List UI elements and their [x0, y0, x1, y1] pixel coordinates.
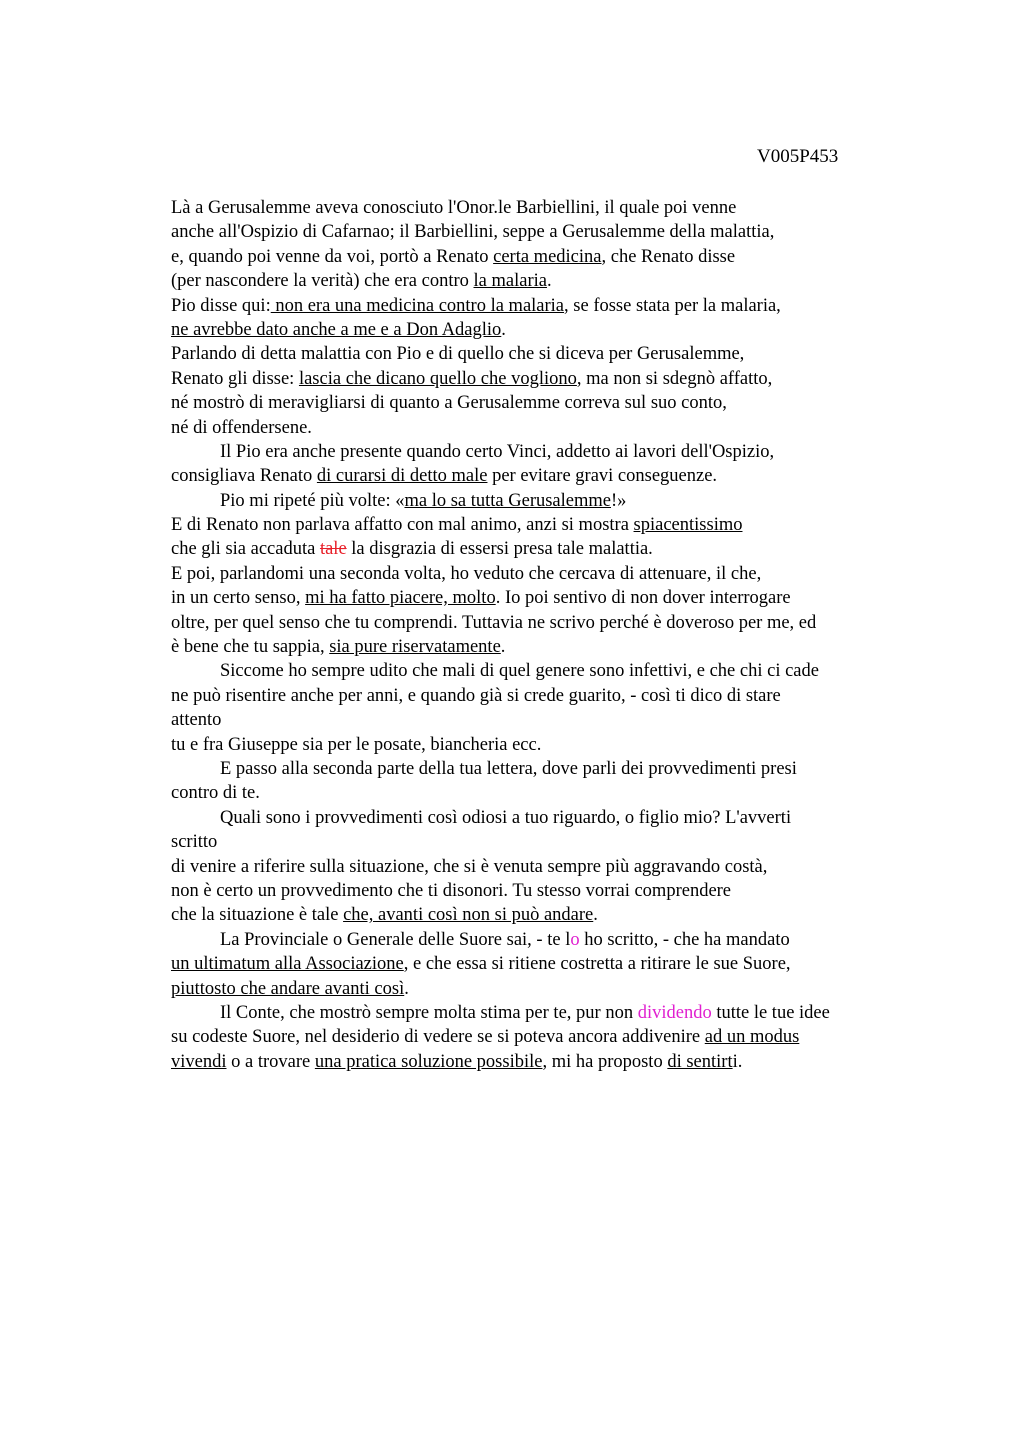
text-line — [171, 245, 931, 269]
underlined-text: sia pure riservatamente — [329, 637, 501, 658]
text-segment: Pio mi ripeté più volte: « — [220, 490, 405, 511]
underlined-text: mi ha fatto piacere, molto — [305, 588, 496, 609]
text-segment: Là a Gerusalemme aveva conosciuto l'Onor.le Barbiellini, il quale poi venne — [171, 198, 737, 218]
text-segment: . Io poi sentivo di non dover interrogare — [495, 588, 791, 609]
text-line — [171, 562, 931, 586]
text-line — [171, 586, 931, 610]
text-line — [171, 537, 931, 561]
page-reference: V005P453 — [757, 146, 839, 167]
text-line — [171, 391, 931, 415]
text-line — [171, 928, 931, 952]
text-segment: tutte le tue idee — [711, 1002, 830, 1023]
text-segment: Il Pio era anche presente quando certo Vinci, addetto ai lavori dell'Ospizio, — [220, 441, 775, 462]
text-segment: La Provinciale o Generale delle Suore sai, - te l — [220, 929, 571, 950]
text-segment: oltre, per quel senso che tu comprendi. Tuttavia ne scrivo perché è doveroso per me, ed — [171, 612, 817, 633]
text-segment: consigliava Renato — [171, 466, 317, 487]
text-line — [171, 952, 931, 976]
text-line — [171, 464, 931, 488]
struck-text: tale — [319, 539, 347, 560]
underlined-text: ne avrebbe dato anche a me e a Don Adaglio — [171, 319, 502, 340]
text-line — [171, 781, 931, 805]
underlined-text: vivendi — [171, 1051, 227, 1072]
text-line — [171, 806, 931, 830]
text-line — [171, 269, 931, 293]
text-segment: contro di te. — [171, 783, 260, 804]
text-line — [171, 367, 931, 391]
letter-body — [171, 196, 931, 1074]
text-segment: né mostrò di meravigliarsi di quanto a Gerusalemme correva sul suo conto, — [171, 393, 727, 414]
text-segment: , ma non si sdegnò affatto, — [576, 368, 773, 389]
text-segment: (per nascondere la verità) che era contro — [171, 271, 474, 292]
text-segment: o a trovare — [226, 1051, 315, 1072]
text-line — [171, 733, 931, 757]
text-line — [171, 440, 931, 464]
underlined-text: che, avanti così non si può andare — [343, 905, 594, 926]
underlined-text: una pratica soluzione possibile — [314, 1051, 543, 1072]
text-line — [171, 903, 931, 927]
text-segment: . — [546, 271, 552, 292]
text-line — [171, 220, 931, 244]
text-segment: su codeste Suore, nel desiderio di vedere se si poteva ancora addivenire — [171, 1027, 705, 1048]
text-segment: né di offendersene. — [171, 417, 312, 438]
text-segment: la disgrazia di essersi presa tale malattia. — [346, 539, 653, 560]
text-segment: Pio disse qui: — [171, 295, 271, 316]
text-segment: E poi, parlandomi una seconda volta, ho veduto che cercava di attenuare, il che, — [171, 563, 762, 584]
underlined-text: non era una medicina contro la malaria — [270, 295, 565, 316]
text-segment: i. — [732, 1051, 743, 1072]
text-line — [171, 196, 931, 220]
text-segment: è bene che tu sappia, — [171, 637, 330, 658]
text-segment: tu e fra Giuseppe sia per le posate, biancheria ecc. — [171, 734, 542, 755]
text-segment: ho scritto, - che ha mandato — [579, 929, 790, 950]
underlined-text: ma lo sa tutta Gerusalemme — [404, 490, 611, 511]
text-segment: che gli sia accaduta — [171, 539, 320, 560]
text-segment: . — [593, 905, 598, 926]
text-line — [171, 611, 931, 635]
text-segment: Renato gli disse: — [171, 368, 299, 389]
text-segment: attento — [171, 710, 222, 731]
text-line — [171, 635, 931, 659]
text-line — [171, 1001, 931, 1025]
underlined-text: un ultimatum alla Associazione — [171, 954, 404, 975]
text-line — [171, 294, 931, 318]
text-segment: anche all'Ospizio di Cafarnao; il Barbiellini, seppe a Gerusalemme della malattia, — [171, 222, 775, 243]
text-segment: Parlando di detta malattia con Pio e di quello che si diceva per Gerusalemme, — [171, 344, 745, 365]
text-line — [171, 757, 931, 781]
text-segment: non è certo un provvedimento che ti disonori. Tu stesso vorrai comprendere — [171, 880, 732, 901]
underlined-text: la malaria — [473, 271, 547, 292]
underlined-text: piuttosto che andare avanti così — [171, 978, 405, 999]
text-segment: . — [500, 637, 506, 658]
highlighted-text: dividendo — [637, 1002, 712, 1023]
text-segment: !» — [611, 490, 627, 511]
text-segment: scritto — [171, 832, 218, 853]
underlined-text: ad un modus — [704, 1027, 800, 1048]
text-line — [171, 513, 931, 537]
text-segment: per evitare gravi conseguenze. — [487, 466, 718, 487]
text-segment: , mi ha proposto — [542, 1051, 668, 1072]
underlined-text: certa medicina — [493, 246, 602, 267]
text-segment: che la situazione è tale — [171, 905, 344, 926]
text-segment: ne può risentire anche per anni, e quando già si crede guarito, - così ti dico di stare — [171, 685, 781, 706]
text-line — [171, 318, 931, 342]
text-line — [171, 659, 931, 683]
text-segment: , se fosse stata per la malaria, — [564, 295, 781, 316]
text-segment: . — [501, 319, 506, 340]
text-line — [171, 1025, 931, 1049]
text-segment: e, quando poi venne da voi, portò a Renato — [171, 246, 494, 267]
text-line — [171, 342, 931, 366]
text-segment: E passo alla seconda parte della tua lettera, dove parli dei provvedimenti presi — [220, 758, 797, 779]
text-segment: , e che essa si ritiene costretta a ritirare le sue Suore, — [403, 954, 791, 975]
text-segment: , che Renato disse — [601, 246, 736, 267]
text-line — [171, 977, 931, 1001]
text-line — [171, 855, 931, 879]
highlighted-text: o — [570, 929, 580, 950]
underlined-text: di sentirt — [667, 1051, 733, 1072]
text-segment: di venire a riferire sulla situazione, che si è venuta sempre più aggravando costà, — [171, 856, 768, 877]
text-line — [171, 416, 931, 440]
text-line — [171, 879, 931, 903]
text-segment: . — [404, 978, 409, 999]
text-line — [171, 830, 931, 854]
text-segment: Quali sono i provvedimenti così odiosi a tuo riguardo, o figlio mio? L'avverti — [220, 807, 792, 828]
text-line — [171, 684, 931, 708]
underlined-text: spiacentissimo — [633, 515, 743, 536]
text-segment: Siccome ho sempre udito che mali di quel genere sono infettivi, e che chi ci cade — [220, 661, 819, 682]
text-line — [171, 489, 931, 513]
text-segment: in un certo senso, — [171, 588, 306, 609]
text-segment: Il Conte, che mostrò sempre molta stima per te, pur non — [220, 1002, 638, 1023]
text-segment: E di Renato non parlava affatto con mal animo, anzi si mostra — [171, 515, 634, 536]
text-line — [171, 708, 931, 732]
underlined-text: lascia che dicano quello che vogliono — [298, 368, 577, 389]
underlined-text: di curarsi di detto male — [316, 466, 488, 487]
text-line — [171, 1050, 931, 1074]
